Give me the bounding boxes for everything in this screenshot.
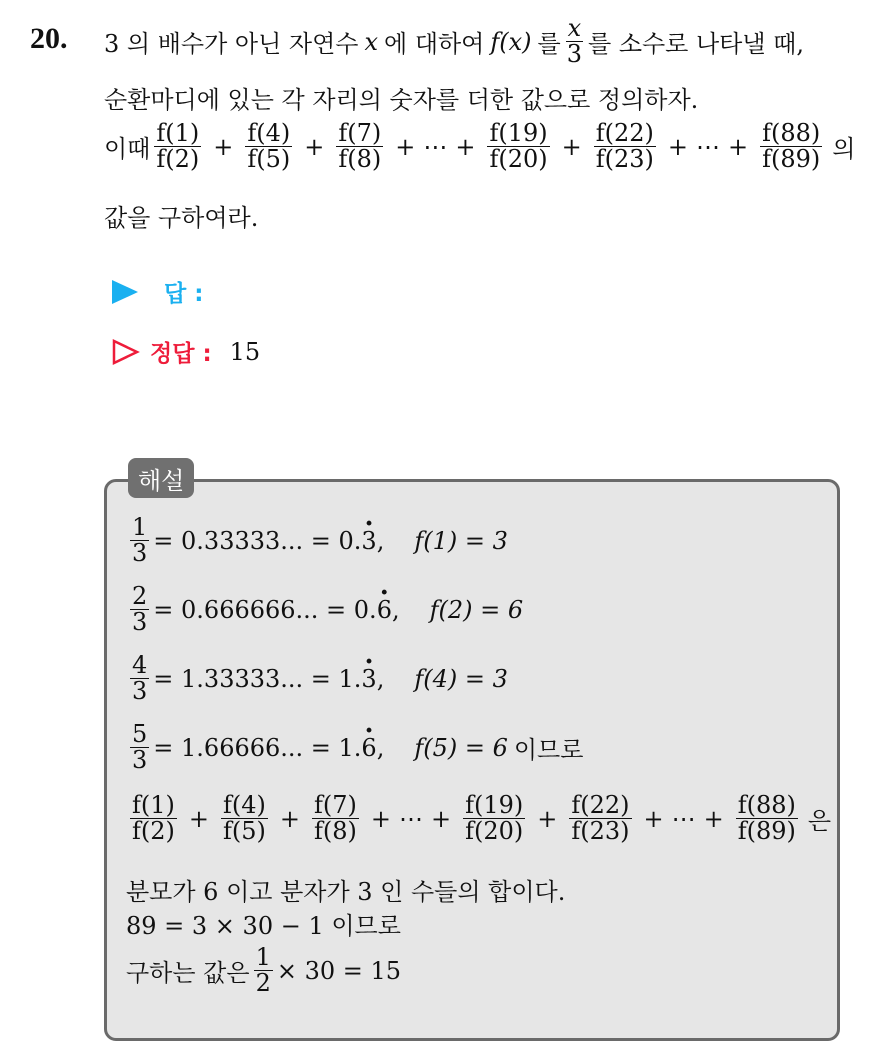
problem-line-1 bbox=[104, 16, 804, 67]
explanation-row bbox=[126, 722, 583, 773]
plus: + bbox=[561, 132, 582, 161]
fraction-x-over-3: $\frac{x}{3}$ bbox=[566, 14, 582, 69]
fraction: $\frac{f(88)}{f(89)}$ bbox=[762, 119, 821, 174]
comma: , bbox=[376, 664, 385, 693]
correct-answer-row bbox=[112, 335, 260, 368]
comma: , bbox=[376, 526, 385, 555]
f-value: f(1) = 3 bbox=[414, 526, 508, 555]
equation: = 0.666666... = 0. bbox=[153, 595, 377, 624]
text: 이때 bbox=[104, 135, 151, 164]
fraction: $\frac{f(19)}{f(20)}$ bbox=[489, 119, 548, 174]
text: 에 대하여 bbox=[384, 30, 485, 59]
plus: + bbox=[537, 804, 558, 833]
explanation-sum-row bbox=[126, 793, 831, 844]
plus: + bbox=[188, 804, 209, 833]
text: 를 소수로 나타낼 때, bbox=[588, 30, 804, 59]
play-icon bbox=[112, 280, 138, 304]
comma: , bbox=[391, 595, 400, 624]
explanation-row bbox=[126, 515, 508, 566]
ellipsis: ⋯ bbox=[671, 804, 696, 833]
equation: = 1.33333... = 1. bbox=[153, 664, 362, 693]
fraction: $\frac{2}{3}$ bbox=[132, 582, 148, 637]
text: 은 bbox=[807, 807, 832, 836]
text: × 30 = 15 bbox=[276, 956, 402, 985]
explanation-line-a: 분모가 6 이고 분자가 3 인 수들의 합이다. bbox=[126, 878, 566, 906]
ellipsis: ⋯ bbox=[423, 132, 448, 161]
fraction: $\frac{f(22)}{f(23)}$ bbox=[571, 791, 630, 846]
text: 구하는 값은 bbox=[126, 959, 250, 988]
correct-answer-value: 15 bbox=[229, 337, 261, 366]
ellipsis: ⋯ bbox=[696, 132, 721, 161]
play-outline-icon bbox=[112, 338, 140, 366]
problem-line-2: 순환마디에 있는 각 자리의 숫자를 더한 값으로 정의하자. bbox=[104, 86, 699, 114]
fraction: $\frac{f(7)}{f(8)}$ bbox=[338, 119, 382, 174]
plus: + bbox=[279, 804, 300, 833]
problem-line-4: 값을 구하여라. bbox=[104, 204, 259, 232]
fraction: $\frac{f(19)}{f(20)}$ bbox=[465, 791, 524, 846]
correct-answer-label: 정답 : bbox=[150, 341, 212, 367]
plus: + bbox=[703, 804, 724, 833]
fraction: $\frac{f(1)}{f(2)}$ bbox=[156, 119, 200, 174]
plus: + bbox=[643, 804, 664, 833]
answer-row bbox=[112, 275, 203, 308]
plus: + bbox=[667, 132, 689, 161]
plus: + bbox=[304, 132, 325, 161]
problem-number: 20. bbox=[30, 22, 68, 55]
fraction: $\frac{5}{3}$ bbox=[132, 720, 148, 775]
problem-line-3 bbox=[104, 121, 855, 172]
f-value: f(4) = 3 bbox=[414, 664, 508, 693]
fraction: $\frac{1}{3}$ bbox=[132, 513, 148, 568]
explanation-row bbox=[126, 584, 523, 635]
var-x: x bbox=[364, 27, 378, 56]
repeating-digit: · 6 bbox=[361, 734, 376, 762]
explanation-line-b: 89 = 3 × 30 − 1 이므로 bbox=[126, 912, 401, 940]
text: 를 bbox=[537, 30, 561, 59]
plus: + bbox=[370, 804, 391, 833]
repeating-digit: · 3 bbox=[361, 527, 376, 555]
plus: + bbox=[213, 132, 234, 161]
f-value: f(2) = 6 bbox=[429, 595, 524, 624]
fraction: $\frac{f(4)}{f(5)}$ bbox=[247, 119, 291, 174]
repeating-digit: · 6 bbox=[377, 596, 392, 624]
fraction: $\frac{f(4)}{f(5)}$ bbox=[223, 791, 266, 846]
fraction: $\frac{f(22)}{f(23)}$ bbox=[595, 119, 654, 174]
equation: = 1.66666... = 1. bbox=[153, 733, 362, 762]
repeating-digit: · 3 bbox=[361, 665, 376, 693]
fraction: $\frac{1}{2}$ bbox=[255, 943, 271, 998]
explanation-line-c bbox=[126, 945, 401, 996]
fraction: $\frac{f(7)}{f(8)}$ bbox=[314, 791, 357, 846]
f-value: f(5) = 6 bbox=[414, 733, 508, 762]
fraction: $\frac{f(88)}{f(89)}$ bbox=[737, 791, 796, 846]
plus: + bbox=[728, 132, 749, 161]
ellipsis: ⋯ bbox=[399, 804, 423, 833]
fx: f(x) bbox=[490, 27, 532, 56]
comma: , bbox=[376, 733, 385, 762]
explanation-tab: 해설 bbox=[128, 458, 194, 498]
text: 3 의 배수가 아닌 자연수 bbox=[104, 30, 359, 59]
plus: + bbox=[455, 132, 476, 161]
text: 이므로 bbox=[513, 736, 584, 765]
answer-label: 답 : bbox=[164, 281, 204, 307]
fraction: $\frac{4}{3}$ bbox=[132, 651, 148, 706]
explanation-row bbox=[126, 653, 508, 704]
plus: + bbox=[395, 132, 416, 161]
equation: = 0.33333... = 0. bbox=[153, 526, 362, 555]
text: 의 bbox=[832, 135, 856, 164]
fraction: $\frac{f(1)}{f(2)}$ bbox=[132, 791, 175, 846]
plus: + bbox=[431, 804, 452, 833]
